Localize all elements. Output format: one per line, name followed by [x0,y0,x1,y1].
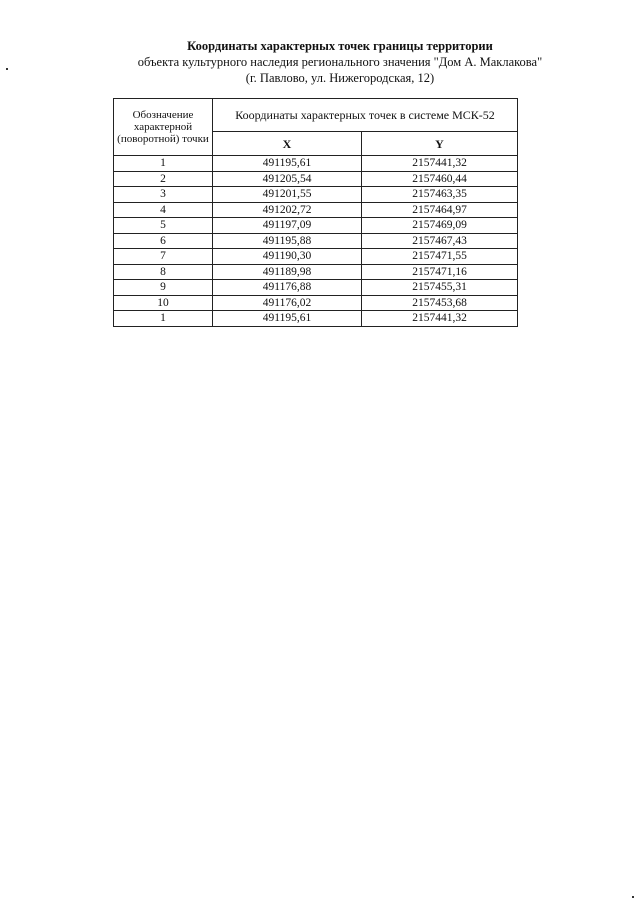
cell-y: 2157441,32 [362,311,518,327]
cell-point: 5 [114,218,213,234]
table-row [114,311,518,327]
document-title-block [100,38,580,86]
scan-speck [632,896,634,898]
cell-point: 6 [114,233,213,249]
cell-x: 491189,98 [213,264,362,280]
header-coordinate-system: Координаты характерных точек в системе МСК-52 [213,99,518,132]
table-row [114,233,518,249]
table-row [114,187,518,203]
table-row [114,280,518,296]
cell-y: 2157441,32 [362,156,518,172]
table-row [114,264,518,280]
table-row [114,171,518,187]
cell-y: 2157463,35 [362,187,518,203]
cell-x: 491176,02 [213,295,362,311]
cell-point: 4 [114,202,213,218]
cell-point: 7 [114,249,213,265]
cell-x: 491176,88 [213,280,362,296]
cell-point: 8 [114,264,213,280]
scan-speck [6,68,8,70]
cell-x: 491195,61 [213,311,362,327]
table-row [114,202,518,218]
header-y: Y [362,132,518,156]
cell-y: 2157455,31 [362,280,518,296]
cell-point: 3 [114,187,213,203]
cell-y: 2157471,16 [362,264,518,280]
document-title: Координаты характерных точек границы территории [187,39,493,53]
table-row [114,295,518,311]
header-x: X [213,132,362,156]
table-row [114,218,518,234]
cell-point: 2 [114,171,213,187]
table-row [114,156,518,172]
cell-x: 491205,54 [213,171,362,187]
cell-y: 2157453,68 [362,295,518,311]
cell-y: 2157460,44 [362,171,518,187]
cell-y: 2157469,09 [362,218,518,234]
cell-y: 2157471,55 [362,249,518,265]
table-row [114,249,518,265]
cell-point: 10 [114,295,213,311]
cell-x: 491202,72 [213,202,362,218]
document-subtitle: объекта культурного наследия регионального значения "Дом А. Маклакова" [137,55,543,69]
document-address: (г. Павлово, ул. Нижегородская, 12) [245,71,435,85]
cell-x: 491195,61 [213,156,362,172]
coordinates-table [113,98,518,327]
cell-point: 1 [114,311,213,327]
cell-x: 491197,09 [213,218,362,234]
header-point-designation: Обозначение характерной (поворотной) точки [114,99,213,156]
cell-point: 1 [114,156,213,172]
cell-x: 491195,88 [213,233,362,249]
cell-point: 9 [114,280,213,296]
cell-x: 491190,30 [213,249,362,265]
cell-y: 2157467,43 [362,233,518,249]
cell-x: 491201,55 [213,187,362,203]
cell-y: 2157464,97 [362,202,518,218]
